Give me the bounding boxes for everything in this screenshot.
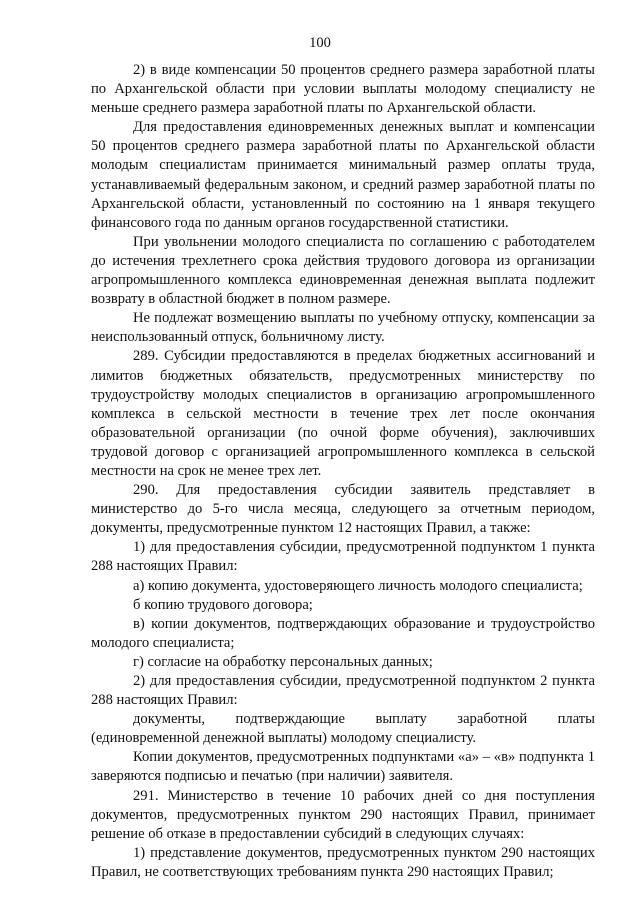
paragraph-289: 289. Субсидии предоставляются в пределах бюджетных ассигнований и лимитов бюджетных обязательств, предусмотренных министерству по трудоустройству молодых специалистов в организацию агропромышленного комплекса в сельской местности в течение трех лет после окончания образовательной организации (по очной форме обучения), заключивших трудовой договор с организацией агропромышленного комплекса в сельской местности на срок не менее трех лет. bbox=[91, 348, 595, 479]
page-number: 100 bbox=[309, 35, 331, 51]
paragraph-290: 290. Для предоставления субсидии заявитель представляет в министерство до 5-го числа месяца, следующего за отчетным периодом, документы, предусмотренные пунктом 12 настоящих Правил, а также: bbox=[91, 482, 595, 537]
paragraph: При увольнении молодого специалиста по соглашению с работодателем до истечения трехлетнего срока действия трудового договора из организации агропромышленного комплекса единовременная денежная выплата подлежит возврату в областной бюджет в полном размере. bbox=[91, 233, 595, 308]
paragraph: 2) для предоставления субсидии, предусмотренной подпунктом 2 пункта 288 настоящих Правил: bbox=[91, 673, 595, 709]
paragraph: г) согласие на обработку персональных данных; bbox=[133, 653, 433, 670]
paragraph: 2) в виде компенсации 50 процентов среднего размера заработной платы по Архангельской области при условии выплаты молодому специалисту не меньше среднего размера заработной платы по Архангельской области. bbox=[91, 62, 595, 117]
paragraph: а) копию документа, удостоверяющего личность молодого специалиста; bbox=[133, 577, 583, 594]
paragraph: Копии документов, предусмотренных подпунктами «а» – «в» подпункта 1 заверяются подписью и печатью (при наличии) заявителя. bbox=[91, 749, 595, 785]
paragraph: 1) для предоставления субсидии, предусмотренной подпунктом 1 пункта 288 настоящих Правил: bbox=[91, 539, 595, 575]
paragraph-291: 291. Министерство в течение 10 рабочих дней со дня поступления документов, предусмотренных пунктом 290 настоящих Правил, принимает решение об отказе в предоставлении субсидий в следующих случаях: bbox=[91, 787, 595, 842]
paragraph: Не подлежат возмещению выплаты по учебному отпуску, компенсации за неиспользованный отпуск, больничному листу. bbox=[91, 310, 595, 346]
paragraph: в) копии документов, подтверждающих образование и трудоустройство молодого специалиста; bbox=[91, 615, 595, 651]
document-body bbox=[91, 61, 595, 882]
paragraph: документы, подтверждающие выплату заработной платы (единовременной денежной выплаты) молодому специалисту. bbox=[91, 711, 595, 747]
paragraph: Для предоставления единовременных денежных выплат и компенсации 50 процентов среднего размера заработной платы по Архангельской области молодым специалистам принимается минимальный размер оплаты труда, устанавливаемый федеральным законом, и средний размер заработной платы по Архангельской области, установленный по состоянию на 1 января текущего финансового года по данным органов государственной статистики. bbox=[91, 119, 595, 231]
paragraph: б копию трудового договора; bbox=[133, 596, 313, 613]
paragraph: 1) представление документов, предусмотренных пунктом 290 настоящих Правил, не соответствующих требованиям пункта 290 настоящих Правил; bbox=[91, 844, 595, 880]
